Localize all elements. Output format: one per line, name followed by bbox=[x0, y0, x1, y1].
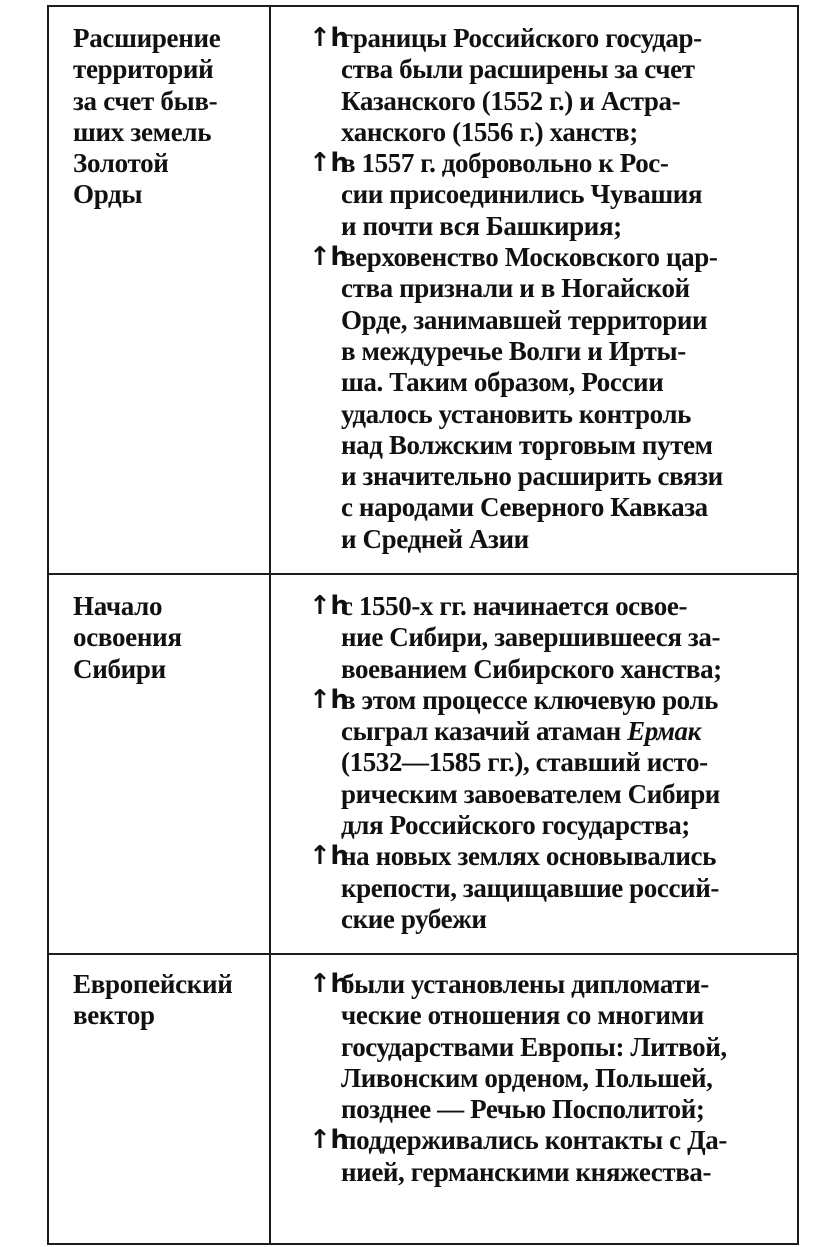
details-cell bbox=[270, 954, 798, 1244]
arrow-bullet-icon: ↑h bbox=[309, 969, 349, 999]
table-row bbox=[48, 574, 798, 954]
arrow-bullet-icon: ↑h bbox=[309, 841, 349, 872]
topic-cell bbox=[48, 574, 270, 954]
list-item: ↑h в 1557 г. добровольно к Рос- сии присоединились Чувашия и почти вся Башкирия; bbox=[309, 148, 703, 241]
table-row bbox=[48, 954, 798, 1244]
arrow-bullet-icon: ↑h bbox=[309, 684, 349, 715]
history-table bbox=[47, 5, 799, 1245]
details-cell bbox=[270, 6, 798, 574]
list-item: ↑h с 1550-х гг. начинается освое- ние Сибири, завершившееся за- воеванием Сибирского ханства; bbox=[309, 591, 722, 684]
details-cell bbox=[270, 574, 798, 954]
bullet-list bbox=[271, 575, 797, 935]
arrow-bullet-icon: ↑h bbox=[309, 591, 349, 621]
arrow-bullet-icon: ↑h bbox=[309, 23, 349, 53]
bullet-list bbox=[271, 7, 797, 555]
topic-cell bbox=[48, 6, 270, 574]
bullet-list bbox=[271, 955, 797, 1188]
list-item: ↑h были установлены дипломати- ческие отношения со многими государствами Европы: Литвой, Ливонским орденом, Польшей, позднее — Речью Посполитой; bbox=[309, 969, 727, 1125]
table-row bbox=[48, 6, 798, 574]
topic-label: Европейский вектор bbox=[73, 969, 233, 1031]
list-item: ↑h в этом процессе ключевую роль сыграл казачий атаман Ермак (1532—1585 гг.), ставший исто- рическим завоевателем Сибири для Российского государства; bbox=[309, 684, 720, 841]
topic-label: Расширение территорий за счет быв- ших земель Золотой Орды bbox=[73, 23, 221, 210]
arrow-bullet-icon: ↑h bbox=[309, 242, 349, 273]
arrow-bullet-icon: ↑h bbox=[309, 148, 349, 179]
arrow-bullet-icon: ↑h bbox=[309, 1125, 349, 1156]
person-name: Ермак bbox=[627, 716, 701, 747]
list-item: ↑h верховенство Московского цар- ства признали и в Ногайской Орде, занимавшей территории в междуречье Волги и Ирты- ша. Таким образом, России удалось установить контроль над Волжским торговым путем и значительно расширить связи с народами Северного Кавказа и Средней Азии bbox=[309, 242, 723, 554]
list-item: ↑h поддерживались контакты с Да- нией, германскими княжества- bbox=[309, 1125, 727, 1187]
list-item: ↑h границы Российского государ- ства были расширены за счет Казанского (1552 г.) и Астра- ханского (1556 г.) ханств; bbox=[309, 23, 702, 147]
topic-label: Начало освоения Сибири bbox=[73, 591, 182, 684]
list-item: ↑h на новых землях основывались крепости, защищавшие россий- ские рубежи bbox=[309, 841, 719, 934]
topic-cell bbox=[48, 954, 270, 1244]
